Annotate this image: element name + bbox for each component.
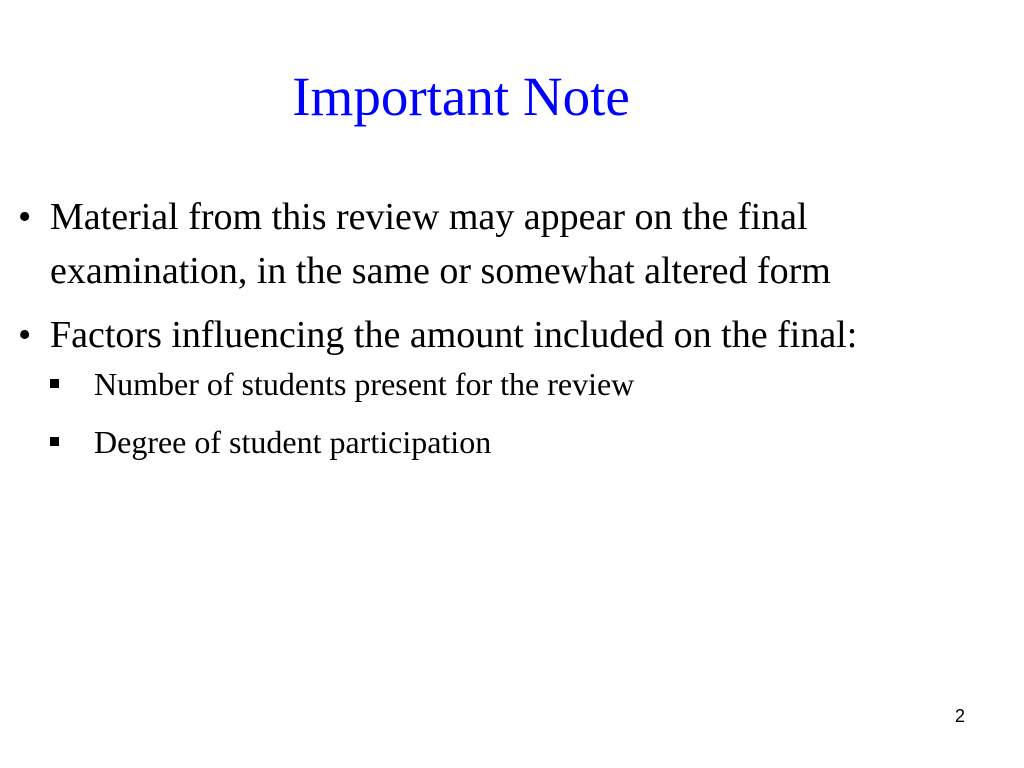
bullet-item — [18, 308, 978, 462]
slide-title: Important Note — [292, 66, 630, 127]
bullet-item — [18, 190, 978, 298]
square-bullet-icon — [50, 379, 59, 388]
page-number: 2 — [954, 706, 965, 726]
bullet-dot-icon: • — [18, 314, 32, 356]
bullet-text: Factors influencing the amount included on the final: — [50, 314, 858, 356]
sub-bullet-item — [50, 364, 978, 404]
sub-bullet-list — [50, 364, 978, 462]
sub-bullet-text: Degree of student participation — [94, 424, 492, 460]
bullet-list — [18, 190, 978, 480]
bullet-text: Material from this review may appear on the final examination, in the same or somewhat altered form — [50, 196, 831, 292]
sub-bullet-item — [50, 422, 978, 462]
sub-bullet-text: Number of students present for the review — [94, 366, 635, 402]
square-bullet-icon — [50, 437, 59, 446]
bullet-dot-icon: • — [18, 196, 32, 238]
